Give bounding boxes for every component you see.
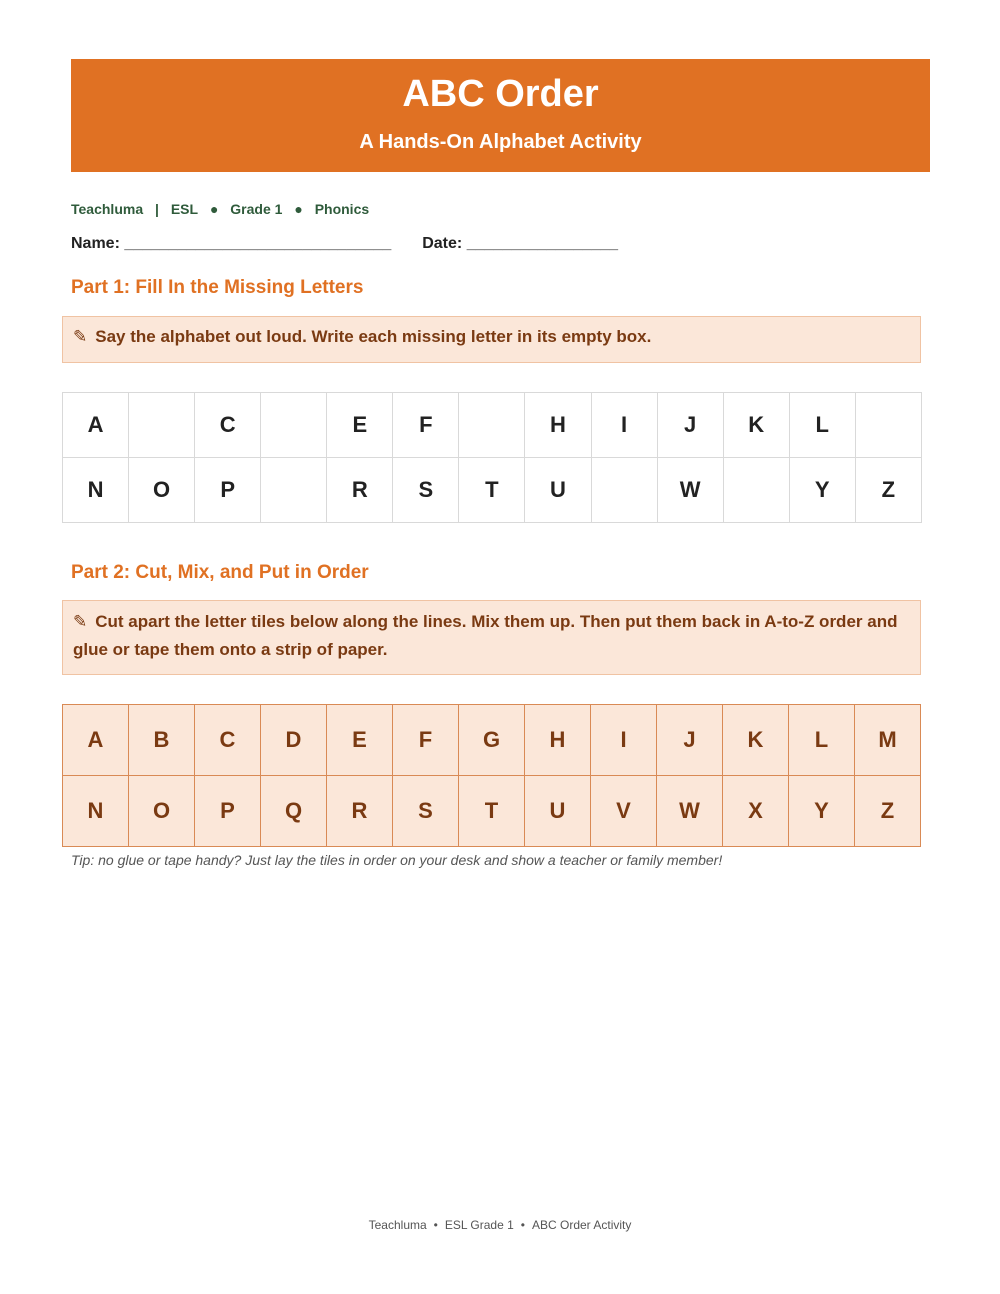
letter-tile: E <box>327 705 393 776</box>
letter-tile: L <box>789 705 855 776</box>
letter-tile: Y <box>789 776 855 847</box>
name-field[interactable]: ______________________________ <box>124 235 392 252</box>
part2-instruction-box <box>62 600 921 675</box>
letter-tile: P <box>195 776 261 847</box>
blank-letter-box[interactable] <box>591 458 657 523</box>
letter-tile: N <box>63 776 129 847</box>
page-subtitle: A Hands-On Alphabet Activity <box>359 131 642 153</box>
table-row <box>63 705 921 776</box>
letter-tile: X <box>723 776 789 847</box>
letter-tile: V <box>591 776 657 847</box>
letter-tile: T <box>459 776 525 847</box>
letter-tiles-grid <box>62 704 921 847</box>
letter-cell: F <box>393 393 459 458</box>
blank-letter-box[interactable] <box>261 458 327 523</box>
date-field[interactable]: _________________ <box>466 235 618 252</box>
letter-tile: C <box>195 705 261 776</box>
letter-cell: I <box>591 393 657 458</box>
letter-cell: P <box>195 458 261 523</box>
letter-cell: L <box>789 393 855 458</box>
letter-tile: I <box>591 705 657 776</box>
subject-label: ESL <box>170 201 199 217</box>
letter-tile: O <box>129 776 195 847</box>
page-footer <box>0 1218 1000 1232</box>
part2-title: Part 2: Cut, Mix, and Put in Order <box>71 562 369 583</box>
letter-cell: E <box>327 393 393 458</box>
name-date-row <box>71 235 618 253</box>
letter-cell: C <box>195 393 261 458</box>
letter-tile: S <box>393 776 459 847</box>
meta-divider: | <box>155 201 159 217</box>
letter-cell: N <box>63 458 129 523</box>
meta-line <box>71 201 369 217</box>
bullet-icon: ● <box>209 201 219 217</box>
letter-tile: W <box>657 776 723 847</box>
letter-tile: M <box>855 705 921 776</box>
letter-cell: W <box>657 458 723 523</box>
footer-course: ESL Grade 1 <box>444 1218 514 1232</box>
letter-cell: R <box>327 458 393 523</box>
letter-tile: Z <box>855 776 921 847</box>
letter-cell: T <box>459 458 525 523</box>
bullet-icon: • <box>433 1218 438 1232</box>
page-title: ABC Order <box>402 73 599 115</box>
table-row <box>63 776 921 847</box>
letter-cell: Y <box>789 458 855 523</box>
letter-cell: S <box>393 458 459 523</box>
blank-letter-box[interactable] <box>855 393 921 458</box>
pencil-icon: ✎ <box>73 612 88 631</box>
letter-tile: G <box>459 705 525 776</box>
letter-tile: J <box>657 705 723 776</box>
letter-tile: K <box>723 705 789 776</box>
part1-title: Part 1: Fill In the Missing Letters <box>71 277 364 298</box>
bullet-icon: • <box>520 1218 525 1232</box>
part1-instruction: Say the alphabet out loud. Write each missing letter in its empty box. <box>95 327 652 346</box>
letter-tile: B <box>129 705 195 776</box>
letter-tile: D <box>261 705 327 776</box>
blank-letter-box[interactable] <box>129 393 195 458</box>
blank-letter-box[interactable] <box>459 393 525 458</box>
brand-name: Teachluma <box>71 201 144 217</box>
letter-cell: A <box>63 393 129 458</box>
letter-cell: H <box>525 393 591 458</box>
letter-cell: U <box>525 458 591 523</box>
grade-label: Grade 1 <box>230 201 283 217</box>
table-row <box>63 393 922 458</box>
footer-brand: Teachluma <box>368 1218 427 1232</box>
letter-cell: Z <box>855 458 921 523</box>
missing-letters-grid <box>62 392 922 523</box>
name-label: Name: <box>71 235 120 252</box>
letter-tile: R <box>327 776 393 847</box>
letter-tile: Q <box>261 776 327 847</box>
pencil-icon: ✎ <box>73 327 88 346</box>
table-row <box>63 458 922 523</box>
title-banner <box>71 59 930 172</box>
letter-tile: H <box>525 705 591 776</box>
topic-label: Phonics <box>314 201 370 217</box>
part2-instruction: Cut apart the letter tiles below along the lines. Mix them up. Then put them back in A-to-Z order and glue or tape them onto a strip of paper. <box>73 612 898 659</box>
letter-tile: U <box>525 776 591 847</box>
part1-instruction-box <box>62 316 921 363</box>
footer-activity: ABC Order Activity <box>532 1218 632 1232</box>
letter-tile: A <box>63 705 129 776</box>
letter-cell: K <box>723 393 789 458</box>
letter-tile: F <box>393 705 459 776</box>
letter-cell: O <box>129 458 195 523</box>
tip-text: Tip: no glue or tape handy? Just lay the tiles in order on your desk and show a teacher or family member! <box>71 852 723 868</box>
bullet-icon: ● <box>294 201 303 217</box>
blank-letter-box[interactable] <box>261 393 327 458</box>
blank-letter-box[interactable] <box>723 458 789 523</box>
letter-cell: J <box>657 393 723 458</box>
date-label: Date: <box>422 235 463 252</box>
